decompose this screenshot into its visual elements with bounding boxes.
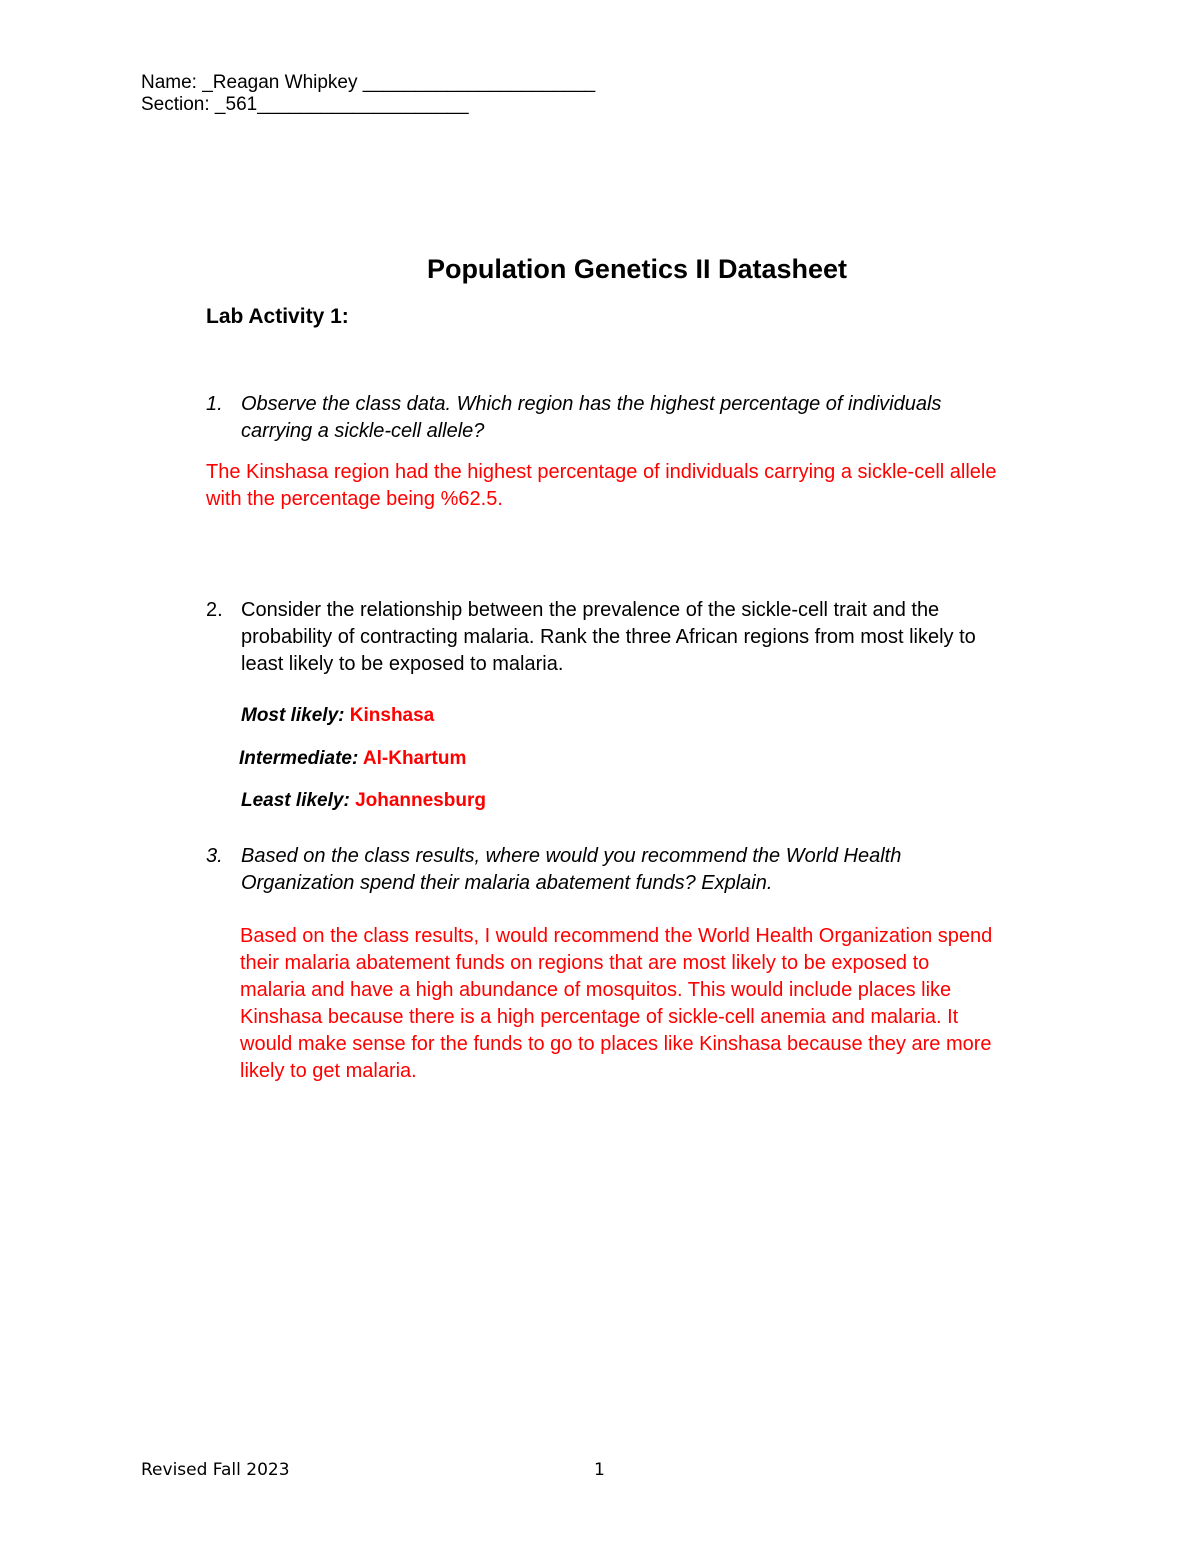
- rank-value: Kinshasa: [349, 705, 435, 726]
- question-text-line: probability of contracting malaria. Rank the three African regions from most likely to: [241, 626, 976, 648]
- answer-text-line: malaria and have a high abundance of mosquitos. This would include places like: [240, 979, 952, 1001]
- question-2: [0, 597, 1200, 678]
- question-number: 2.: [206, 599, 223, 621]
- question-text-line: Organization spend their malaria abatement funds? Explain.: [241, 872, 773, 894]
- section-line: Section: _561____________________: [141, 94, 469, 115]
- rank-least-likely: [241, 790, 486, 812]
- question-number: 1.: [206, 393, 223, 415]
- answer-text-line: Based on the class results, I would recommend the World Health Organization spend: [240, 925, 993, 947]
- question-number: 3.: [206, 845, 223, 867]
- answer-text-line: Kinshasa because there is a high percentage of sickle-cell anemia and malaria. It: [240, 1006, 959, 1028]
- activity-heading: Lab Activity 1:: [206, 305, 349, 328]
- answer-text-line: The Kinshasa region had the highest percentage of individuals carrying a sickle-cell allele: [206, 461, 997, 483]
- rank-most-likely: [241, 705, 434, 727]
- question-text-line: Observe the class data. Which region has the highest percentage of individuals: [241, 393, 942, 415]
- answer-text-line: with the percentage being %62.5.: [206, 488, 503, 510]
- rank-label: Intermediate:: [239, 748, 359, 769]
- footer-revised-date: Revised Fall 2023: [141, 1460, 290, 1480]
- rank-label: Least likely:: [241, 790, 350, 811]
- question-text-line: Consider the relationship between the prevalence of the sickle-cell trait and the: [241, 599, 940, 621]
- question-text-line: least likely to be exposed to malaria.: [241, 653, 564, 675]
- question-text-line: carrying a sickle-cell allele?: [241, 420, 485, 442]
- page-number: 1: [594, 1460, 605, 1480]
- page-title: Population Genetics II Datasheet: [426, 254, 848, 284]
- rank-value: Al-Khartum: [362, 748, 467, 769]
- question-1: [0, 391, 1200, 445]
- student-name-line: Name: _Reagan Whipkey ______________________: [141, 72, 596, 93]
- question-text-line: Based on the class results, where would you recommend the World Health: [241, 845, 902, 867]
- rank-label: Most likely:: [241, 705, 345, 726]
- rank-value: Johannesburg: [355, 790, 486, 811]
- answer-3: [240, 923, 992, 1085]
- answer-text-line: their malaria abatement funds on regions that are most likely to be exposed to: [240, 952, 930, 974]
- answer-1: [206, 459, 996, 513]
- answer-text-line: would make sense for the funds to go to places like Kinshasa because they are more: [240, 1033, 992, 1055]
- question-3: [0, 843, 1200, 897]
- answer-text-line: likely to get malaria.: [240, 1060, 417, 1082]
- rank-intermediate: [239, 748, 466, 770]
